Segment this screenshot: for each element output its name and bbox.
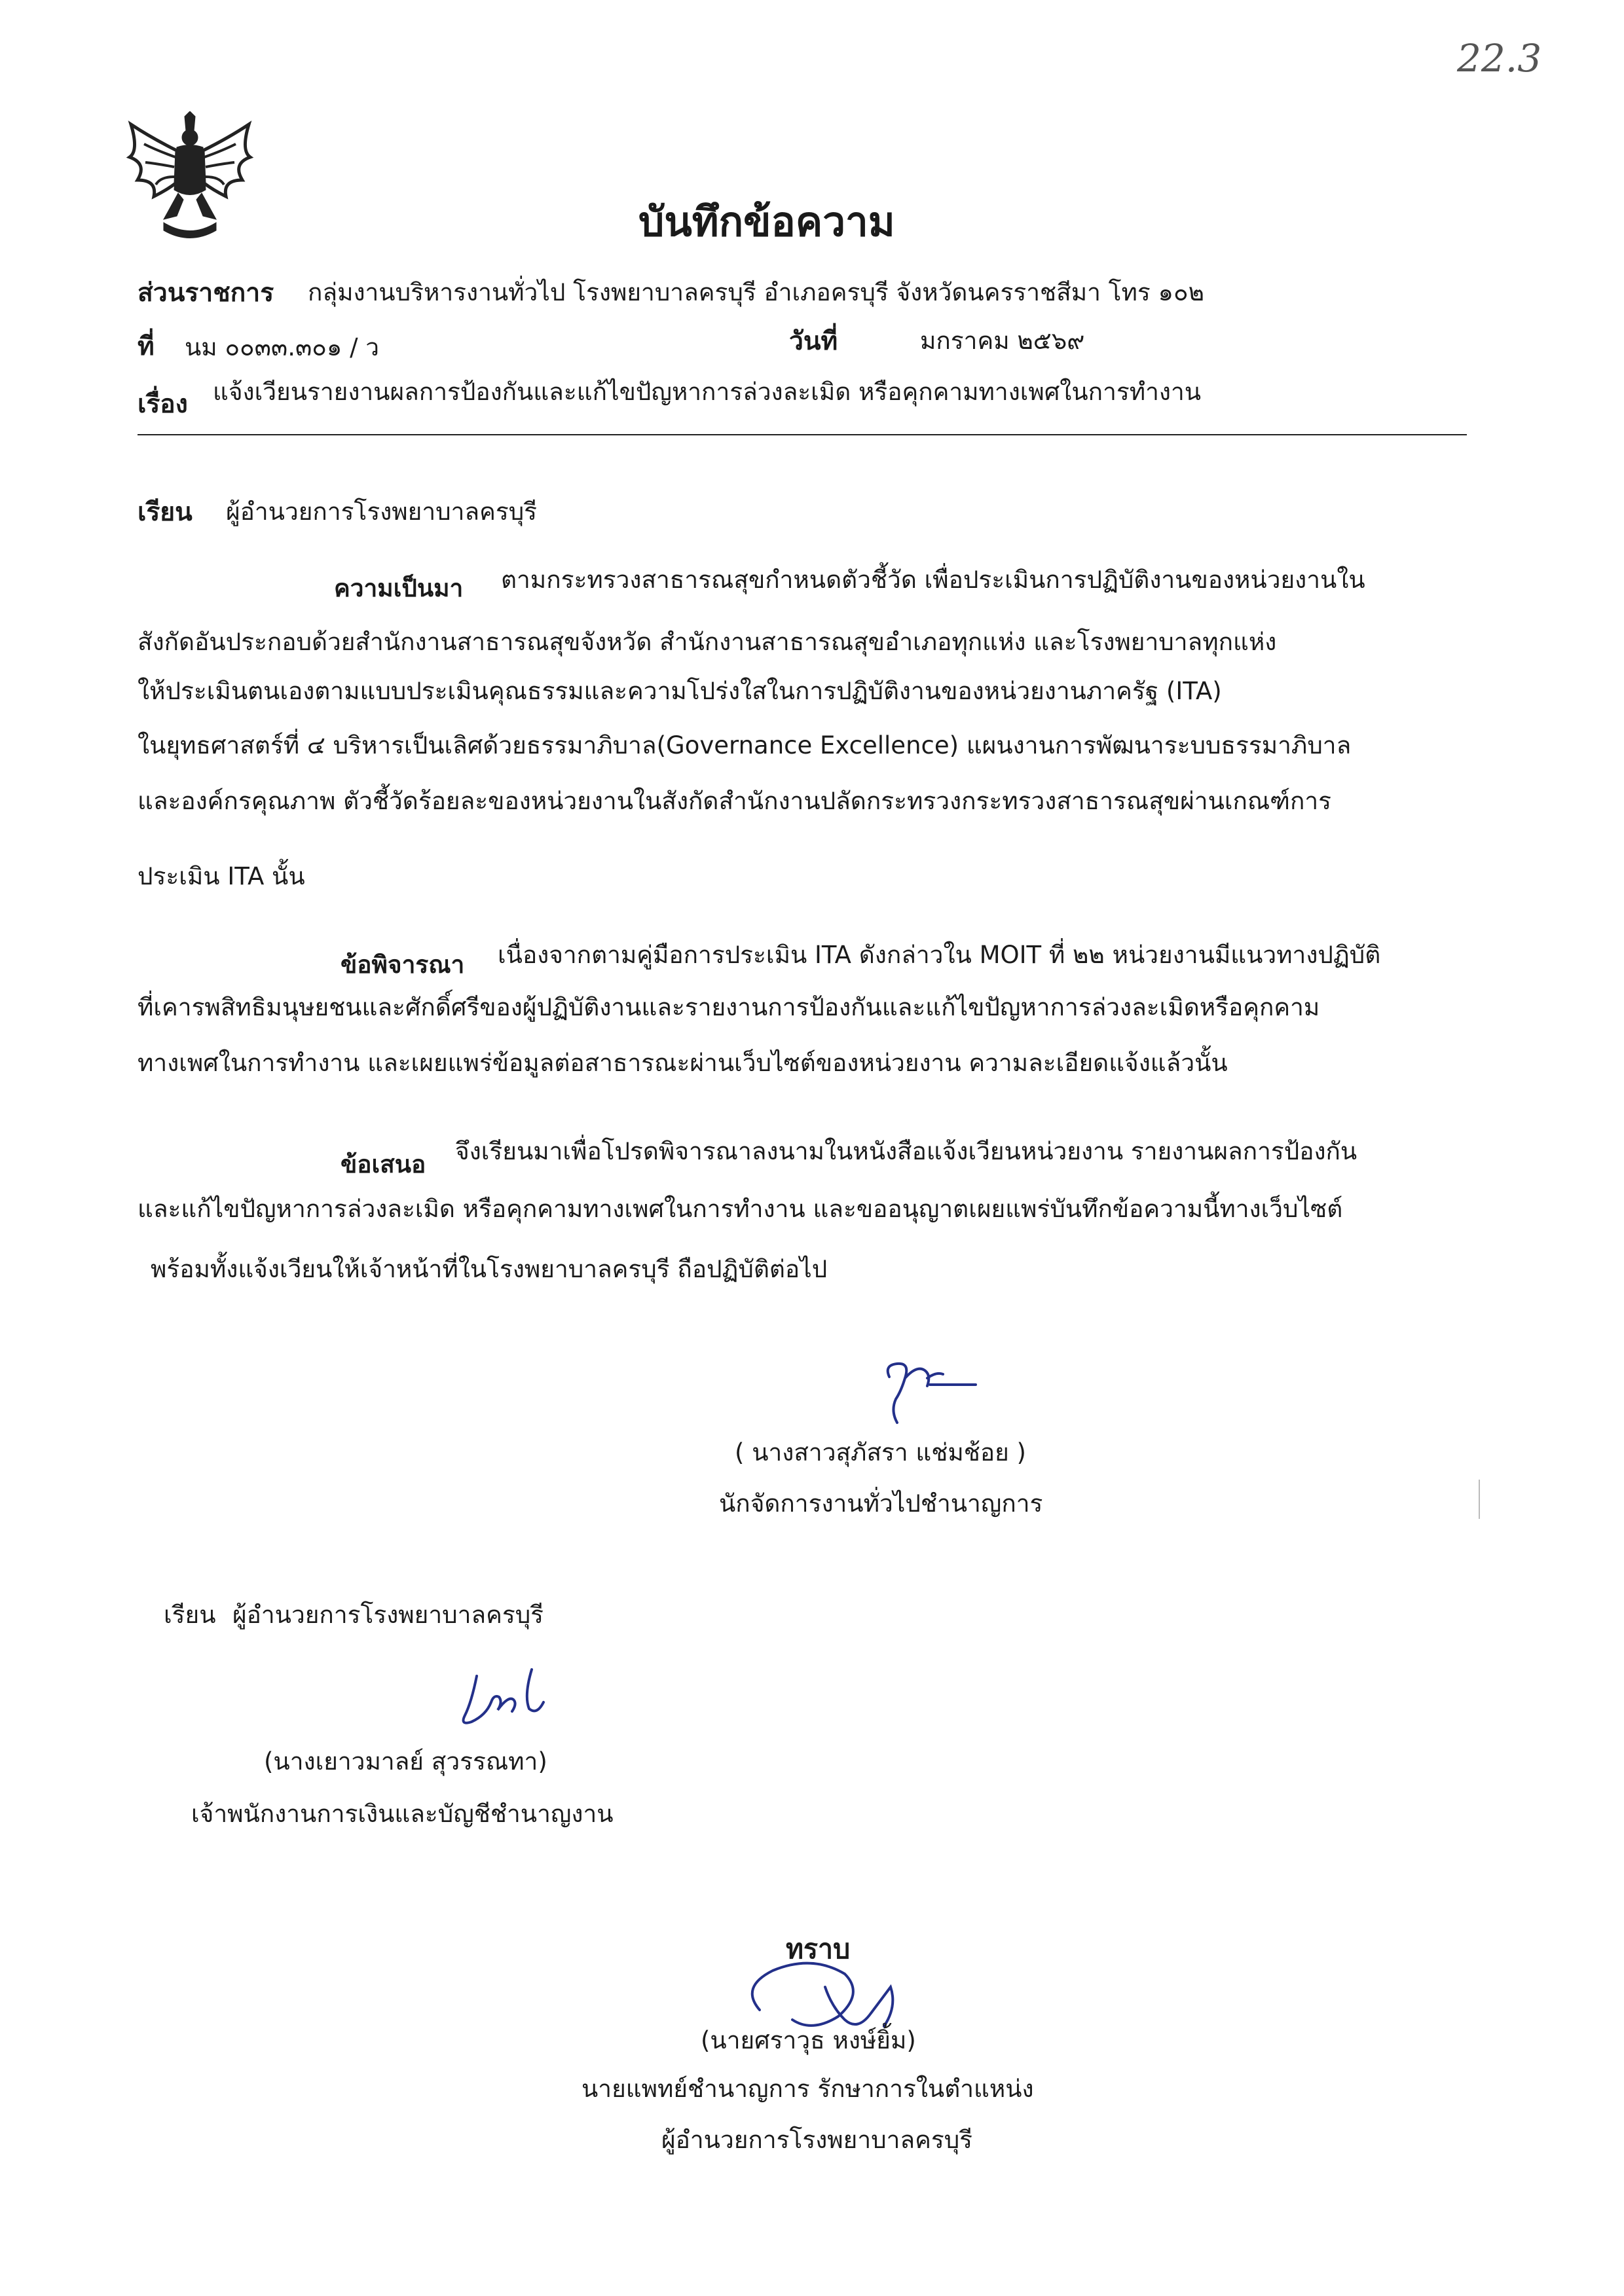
acknowledger-position-1: นายแพทย์ชำนาญการ รักษาการในตำแหน่ง xyxy=(581,2075,1034,2103)
page-number: 22.3 xyxy=(1457,36,1542,81)
subject-value: แจ้งเวียนรายงานผลการป้องกันและแก้ไขปัญหาการล่วงละเมิด หรือคุกคามทางเพศในการทำงาน xyxy=(213,378,1202,406)
signer1-name: ( นางสาวสุภัสรา แช่มช้อย ) xyxy=(735,1438,1026,1467)
background-line: ตามกระทรวงสาธารณสุขกำหนดตัวชี้วัด เพื่อประเมินการปฏิบัติงานของหน่วยงานใน xyxy=(501,566,1365,594)
signer2-name: (นางเยาวมาลย์ สุวรรณทา) xyxy=(264,1747,547,1776)
signature-1 xyxy=(871,1352,989,1437)
forward-value: ผู้อำนวยการโรงพยาบาลครบุรี xyxy=(232,1601,544,1629)
memo-title: บันทึกข้อความ xyxy=(638,198,895,246)
acknowledger-position-2: ผู้อำนวยการโรงพยาบาลครบุรี xyxy=(661,2126,973,2154)
background-heading: ความเป็นมา xyxy=(334,574,464,602)
consideration-line: ทางเพศในการทำงาน และเผยแพร่ข้อมูลต่อสาธารณะผ่านเว็บไซต์ของหน่วยงาน ความละเอียดแจ้งแล้วนั้น xyxy=(138,1049,1228,1077)
header-divider xyxy=(138,434,1467,435)
signature-2 xyxy=(445,1663,557,1741)
background-line: ประเมิน ITA นั้น xyxy=(138,862,305,890)
acknowledger-name: (นายศราวุธ หงษ์ยิ้ม) xyxy=(701,2026,916,2054)
salutation-label: เรียน xyxy=(138,498,193,527)
signer2-position: เจ้าพนักงานการเงินและบัญชีชำนาญงาน xyxy=(191,1800,614,1828)
agency-value: กลุ่มงานบริหารงานทั่วไป โรงพยาบาลครบุรี อำเภอครบุรี จังหวัดนครราชสีมา โทร ๑๐๒ xyxy=(308,278,1204,306)
date-label: วันที่ xyxy=(789,327,838,356)
date-value: มกราคม ๒๕๖๙ xyxy=(920,327,1085,355)
scan-edge-mark xyxy=(1479,1480,1480,1519)
background-line: ให้ประเมินตนเองตามแบบประเมินคุณธรรมและความโปร่งใสในการปฏิบัติงานของหน่วยงานภาครัฐ (ITA) xyxy=(138,677,1222,705)
consideration-heading: ข้อพิจารณา xyxy=(341,951,465,979)
agency-label: ส่วนราชการ xyxy=(138,278,274,308)
background-line: สังกัดอันประกอบด้วยสำนักงานสาธารณสุขจังหวัด สำนักงานสาธารณสุขอำเภอทุกแห่ง และโรงพยาบาลทุกแห่ง xyxy=(138,628,1277,656)
ref-value: นม ๐๐๓๓.๓๐๑ / ว xyxy=(185,333,380,361)
proposal-heading: ข้อเสนอ xyxy=(341,1150,426,1178)
acknowledge-label: ทราบ xyxy=(786,1933,851,1965)
proposal-line: และแก้ไขปัญหาการล่วงละเมิด หรือคุกคามทางเพศในการทำงาน และขออนุญาตเผยแพร่บันทึกข้อความนี้ทางเว็บไซต์ xyxy=(138,1195,1343,1223)
background-line: ในยุทธศาสตร์ที่ ๔ บริหารเป็นเลิศด้วยธรรมาภิบาล(Governance Excellence) แผนงานการพัฒนาระบบธรรมาภิบาล xyxy=(138,731,1352,759)
consideration-line: ที่เคารพสิทธิมนุษยชนและศักดิ์ศรีของผู้ปฏิบัติงานและรายงานการป้องกันและแก้ไขปัญหาการล่วงละเมิดหรือคุกคาม xyxy=(138,993,1320,1021)
background-line: และองค์กรคุณภาพ ตัวชี้วัดร้อยละของหน่วยงานในสังกัดสำนักงานปลัดกระทรวงกระทรวงสาธารณสุขผ่านเกณฑ์การ xyxy=(138,787,1332,815)
forward-label: เรียน xyxy=(164,1601,216,1629)
salutation-value: ผู้อำนวยการโรงพยาบาลครบุรี xyxy=(226,498,538,526)
signer1-position: นักจัดการงานทั่วไปชำนาญการ xyxy=(719,1489,1043,1518)
proposal-line: จึงเรียนมาเพื่อโปรดพิจารณาลงนามในหนังสือแจ้งเวียนหน่วยงาน รายงานผลการป้องกัน xyxy=(455,1137,1357,1165)
consideration-line: เนื่องจากตามคู่มือการประเมิน ITA ดังกล่าวใน MOIT ที่ ๒๒ หน่วยงานมีแนวทางปฏิบัติ xyxy=(498,941,1381,969)
ref-label: ที่ xyxy=(138,332,155,361)
garuda-emblem-icon xyxy=(124,111,255,249)
proposal-line: พร้อมทั้งแจ้งเวียนให้เจ้าหน้าที่ในโรงพยาบาลครบุรี ถือปฏิบัติต่อไป xyxy=(151,1255,828,1283)
subject-label: เรื่อง xyxy=(138,390,188,419)
